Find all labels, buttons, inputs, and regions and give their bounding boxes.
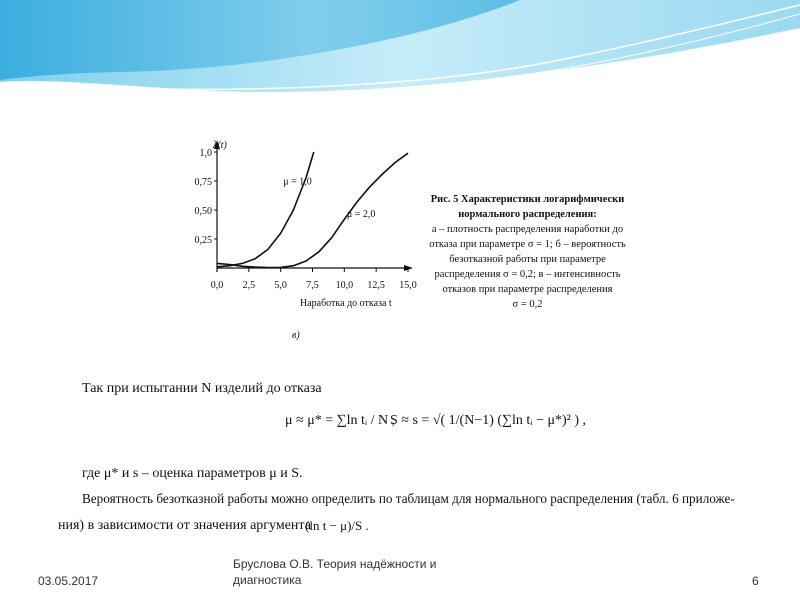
x-tick-label: 12,5 — [367, 280, 385, 291]
paragraph-line-2: ния) в зависимости от значения аргумента — [58, 518, 311, 533]
caption-line: σ = 0,2 — [512, 299, 543, 310]
argument-fraction: (ln t − μ)/S . — [305, 518, 369, 533]
x-tick-label: 2,5 — [242, 280, 256, 291]
formula-s: S ≈ s = √( 1/(N−1) (∑ln tᵢ − μ*)² ) , — [390, 413, 587, 428]
y-tick-label: 0,75 — [194, 177, 212, 188]
figure-caption — [395, 192, 660, 312]
y-axis-label: λ(t) — [213, 140, 227, 151]
curve-mu-2 — [217, 153, 408, 267]
caption-line: отказа при параметре σ = 1; б – вероятность — [429, 239, 626, 250]
caption-line: безотказной работы при параметре — [449, 254, 606, 265]
y-tick-label: 1,0 — [199, 148, 212, 159]
footer-author-line2: диагностика — [233, 573, 302, 587]
y-tick-label: 0,50 — [194, 206, 212, 217]
caption-line: а – плотность распределения наработки до — [431, 224, 624, 235]
formula-mu: μ ≈ μ* = ∑ln tᵢ / N , — [285, 413, 396, 428]
where-text: где μ* и s – оценка параметров μ и S. — [82, 466, 303, 481]
x-tick-label: 10,0 — [335, 280, 354, 291]
caption-title: Рис. 5 Характеристики логарифмически нормального распределения: — [430, 194, 625, 220]
series-label-mu2: μ = 2,0 — [346, 208, 376, 220]
caption-line: распределения σ = 0,2; в – интенсивность — [434, 269, 621, 280]
footer-author-line1: Бруслова О.В. Теория надёжности и — [233, 557, 437, 571]
y-tick-label: 0,25 — [194, 235, 212, 246]
caption-line: отказов при параметре распределения — [442, 284, 613, 295]
chart-axes — [214, 140, 413, 272]
curve-mu-1 — [217, 152, 314, 267]
panel-label: в) — [292, 330, 300, 341]
paragraph-line-1: Вероятность безотказной работы можно определить по таблицам для нормального распределения (табл. 6 приложе- — [82, 491, 735, 506]
footer-date: 03.05.2017 — [38, 574, 99, 588]
x-tick-label: 15,0 — [399, 280, 417, 291]
series-label-mu1: μ = 1,0 — [283, 176, 312, 188]
x-axis-label: Наработка до отказа t — [300, 298, 392, 309]
intro-text: Так при испытании N изделий до отказа — [82, 381, 322, 396]
x-tick-label: 5,0 — [274, 280, 287, 291]
footer-page-number: 6 — [752, 574, 759, 588]
x-tick-label: 7,5 — [306, 280, 319, 291]
x-tick-label: 0,0 — [210, 280, 224, 291]
